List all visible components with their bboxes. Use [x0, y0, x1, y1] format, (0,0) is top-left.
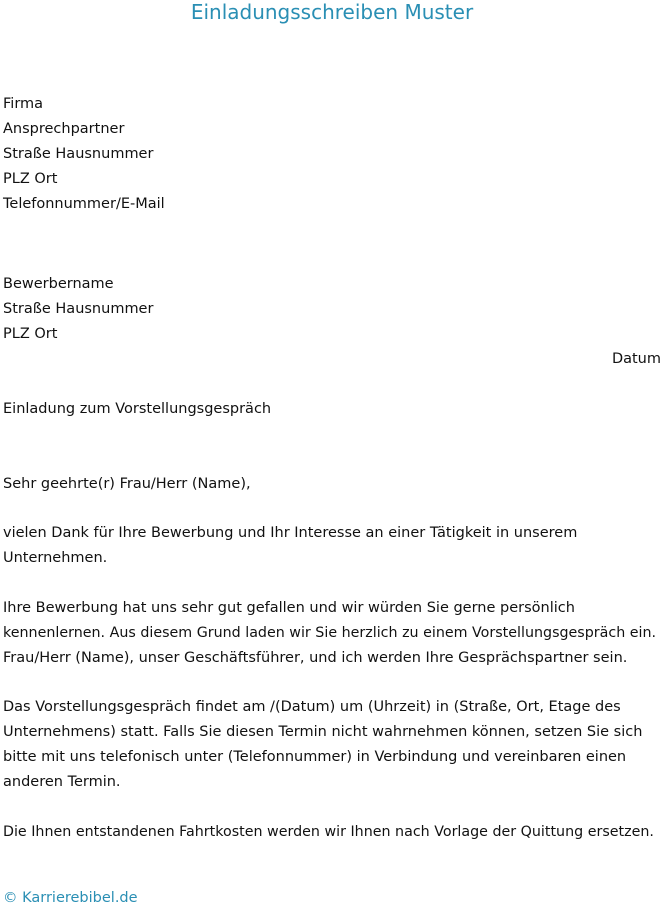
paragraph-line: Unternehmens) statt. Falls Sie diesen Termin nicht wahrnehmen können, setzen Sie sich — [3, 724, 643, 740]
paragraph-line: Die Ihnen entstandenen Fahrtkosten werden wir Ihnen nach Vorlage der Quittung ersetzen. — [3, 824, 654, 840]
recipient-street: Straße Hausnummer — [3, 301, 154, 317]
recipient-name: Bewerbername — [3, 276, 114, 292]
paragraph-line: anderen Termin. — [3, 774, 121, 790]
sender-company: Firma — [3, 96, 44, 112]
letter-subject: Einladung zum Vorstellungsgespräch — [3, 401, 272, 417]
paragraph-line: Frau/Herr (Name), unser Geschäftsführer, und ich werden Ihre Gesprächspartner sein. — [3, 650, 628, 666]
paragraph-line: kennenlernen. Aus diesem Grund laden wir Sie herzlich zu einem Vorstellungsgespräch ein. — [3, 625, 657, 641]
sender-city: PLZ Ort — [3, 171, 58, 187]
paragraph-line: Das Vorstellungsgespräch findet am /(Datum) um (Uhrzeit) in (Straße, Ort, Etage des — [3, 699, 621, 715]
copyright-link[interactable]: © Karrierebibel.de — [3, 890, 138, 906]
salutation: Sehr geehrte(r) Frau/Herr (Name), — [3, 476, 251, 492]
sender-contact: Ansprechpartner — [3, 121, 125, 137]
sender-street: Straße Hausnummer — [3, 146, 154, 162]
sender-phone: Telefonnummer/E-Mail — [3, 196, 165, 212]
paragraph-line: Ihre Bewerbung hat uns sehr gut gefallen und wir würden Sie gerne persönlich — [3, 600, 575, 616]
paragraph-line: vielen Dank für Ihre Bewerbung und Ihr Interesse an einer Tätigkeit in unserem — [3, 525, 578, 541]
document-title: Einladungsschreiben Muster — [190, 0, 474, 24]
recipient-city: PLZ Ort — [3, 326, 58, 342]
paragraph-line: bitte mit uns telefonisch unter (Telefonnummer) in Verbindung und vereinbaren einen — [3, 749, 627, 765]
letter-date: Datum — [611, 351, 661, 367]
paragraph-line: Unternehmen. — [3, 550, 108, 566]
